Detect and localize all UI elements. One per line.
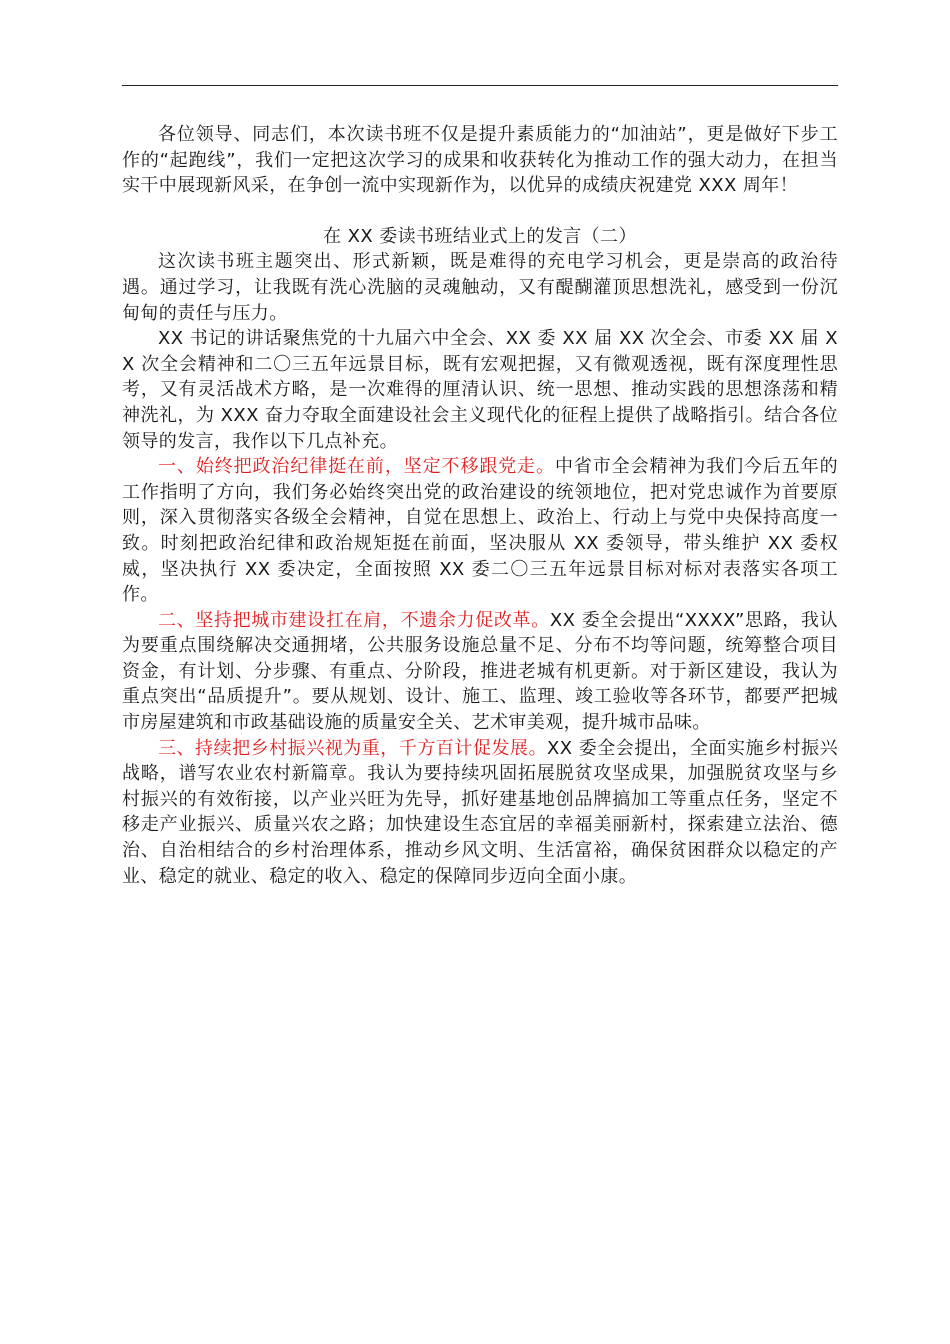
document-body (122, 122, 838, 889)
header-rule (122, 85, 838, 86)
context-paragraph: XX 书记的讲话聚焦党的十九届六中全会、XX 委 XX 届 XX 次全会、市委 XX 届 XX 次全会精神和二〇三五年远景目标，既有宏观把握，又有微观透视，既有深度理性思考，又有灵活战术方略，是一次难得的厘清认识、统一思想、推动实践的思想涤荡和精神洗礼，为 XXX 奋力夺取全面建设社会主义现代化的征程上提供了战略指引。结合各位领导的发言，我作以下几点补充。 (122, 328, 838, 452)
intro-paragraph: 这次读书班主题突出、形式新颖，既是难得的充电学习机会，更是崇高的政治待遇。通过学习，让我既有洗心洗脑的灵魂触动，又有醍醐灌顶思想洗礼，感受到一份沉甸甸的责任与压力。 (122, 251, 838, 324)
point-paragraph-2 (122, 608, 838, 736)
closing-paragraph: 各位领导、同志们，本次读书班不仅是提升素质能力的“加油站”，更是做好下步工作的“起跑线”，我们一定把这次学习的成果和收获转化为推动工作的强大动力，在担当实干中展现新风采，在争创一流中实现新作为，以优异的成绩庆祝建党 XXX 周年！ (122, 124, 838, 197)
point-lead-2: 二、坚持把城市建设扛在肩，不遗余力促改革。 (158, 609, 550, 631)
speech-title: 在 XX 委读书班结业式上的发言（二） (323, 225, 637, 247)
point-body-3: XX 委全会提出，全面实施乡村振兴战略，谱写农业农村新篇章。我认为要持续巩固拓展脱贫攻坚成果，加强脱贫攻坚与乡村振兴的有效衔接，以产业兴旺为先导，抓好建基地创品牌搞加工等重点任务，坚定不移走产业振兴、质量兴农之路；加快建设生态宜居的幸福美丽新村，探索建立法治、德治、自治相结合的乡村治理体系，推动乡风文明、生活富裕，确保贫困群众以稳定的产业、稳定的就业、稳定的收入、稳定的保障同步迈向全面小康。 (122, 737, 838, 887)
point-body-1: 中省市全会精神为我们今后五年的工作指明了方向，我们务必始终突出党的政治建设的统领地位，把对党忠诚作为首要原则，深入贯彻落实各级全会精神，自觉在思想上、政治上、行动上与党中央保持高度一致。时刻把政治纪律和政治规矩挺在前面，坚决服从 XX 委领导，带头维护 XX 委权威，坚决执行 XX 委决定，全面按照 XX 委二〇三五年远景目标对标对表落实各项工作。 (122, 456, 839, 606)
point-lead-1: 一、始终把政治纪律挺在前，坚定不移跟党走。 (158, 456, 555, 478)
point-paragraph-3 (122, 736, 838, 890)
point-paragraph-1 (122, 454, 838, 608)
point-body-2: XX 委全会提出“XXXX”思路，我认为要重点围绕解决交通拥堵，公共服务设施总量不足、分布不均等问题，统筹整合项目资金，有计划、分步骤、有重点、分阶段，推进老城有机更新。对于新区建设，我认为重点突出“品质提升”。要从规划、设计、施工、监理、竣工验收等各环节，都要严把城市房屋建筑和市政基础设施的质量安全关、艺术审美观，提升城市品味。 (122, 609, 838, 734)
point-lead-3: 三、持续把乡村振兴视为重，千方百计促发展。 (158, 737, 548, 759)
